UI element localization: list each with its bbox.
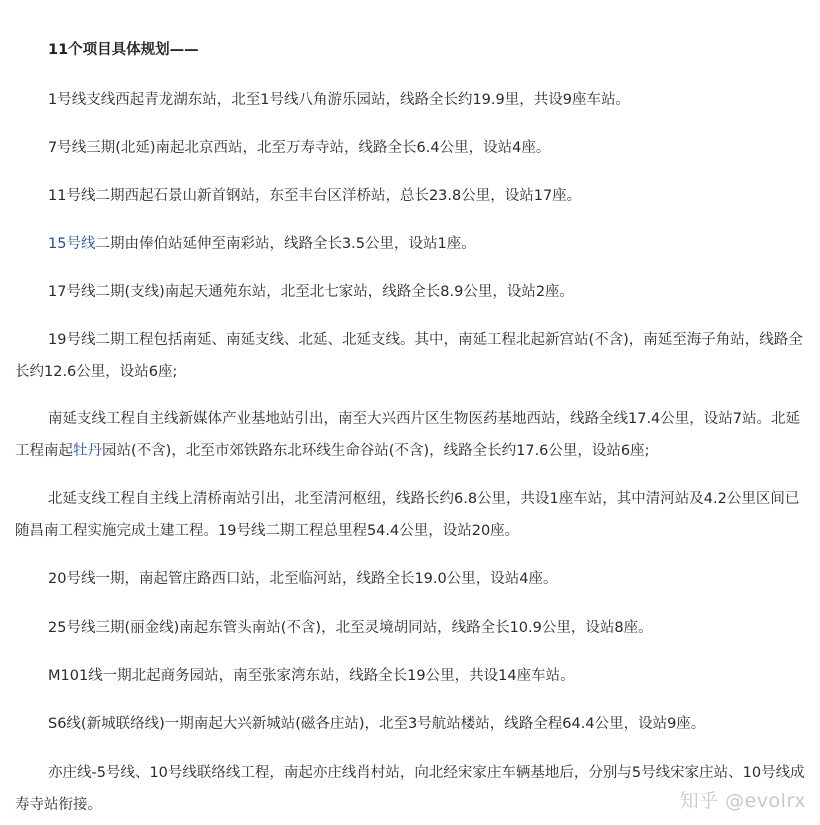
zhihu-watermark: 知乎 @evolrx bbox=[679, 790, 806, 812]
paragraph-south-branch-text-b: 园站(不含)，北至市郊铁路东北环线生命谷站(不含)，线路全长约17.6公里，设站6座; bbox=[102, 443, 650, 459]
paragraph-line-15 bbox=[15, 228, 805, 260]
paragraph-line-1: 1号线支线西起青龙湖东站，北至1号线八角游乐园站，线路全长约19.9里，共设9座车站。 bbox=[48, 92, 630, 108]
paragraph-line-15-text: 二期由俸伯站延伸至南彩站，线路全长3.5公里，设站1座。 bbox=[95, 236, 476, 252]
line-15-link[interactable]: 15号线 bbox=[48, 236, 96, 252]
paragraph-line-7: 7号线三期(北延)南起北京西站，北至万寿寺站，线路全长6.4公里，设站4座。 bbox=[48, 140, 551, 156]
paragraph-m101: M101线一期北起商务园站，南至张家湾东站，线路全长19公里，共设14座车站。 bbox=[48, 668, 575, 684]
paragraph-line-11: 11号线二期西起石景山新首钢站，东至丰台区洋桥站，总长23.8公里，设站17座。 bbox=[48, 188, 582, 204]
paragraph-line-25: 25号线三期(丽金线)南起东管头南站(不含)，北至灵境胡同站，线路全长10.9公里，设站8座。 bbox=[48, 620, 653, 636]
paragraph-line-19-south-branch bbox=[15, 403, 805, 467]
paragraph-line-19: 19号线二期工程包括南延、南延支线、北延、北延支线。其中，南延工程北起新宫站(不含)，南延至海子角站，线路全长约12.6公里，设站6座; bbox=[15, 332, 803, 380]
section-title: 11个项目具体规划—— bbox=[48, 42, 199, 58]
mudan-link[interactable]: 牡丹 bbox=[73, 443, 102, 459]
paragraph-line-20: 20号线一期，南起管庄路西口站，北至临河站，线路全长19.0公里，设站4座。 bbox=[48, 571, 558, 587]
paragraph-line-17: 17号线二期(支线)南起天通苑东站，北至北七家站，线路全长8.9公里，设站2座。 bbox=[48, 284, 575, 300]
paragraph-yizhuang-link: 亦庄线-5号线、10号线联络线工程，南起亦庄线肖村站，向北经宋家庄车辆基地后，分别与5号线宋家庄站、10号线成寿寺站衔接。 bbox=[15, 765, 805, 813]
paragraph-line-19-north-branch: 北延支线工程自主线上清桥南站引出，北至清河枢纽，线路长约6.8公里，共设1座车站，其中清河站及4.2公里区间已随昌南工程实施完成土建工程。19号线二期工程总里程54.4公里，设站20座。 bbox=[15, 491, 800, 539]
paragraph-s6: S6线(新城联络线)一期南起大兴新城站(磁各庄站)，北至3号航站楼站，线路全程64.4公里，设站9座。 bbox=[48, 716, 706, 732]
paragraph-south-branch-text-a: 南延支线工程自主线新媒体产业基地站引出，南至大兴西片区生物医药基地西站，线路全线17.4公里，设站7站。北延工程南起 bbox=[15, 411, 801, 459]
